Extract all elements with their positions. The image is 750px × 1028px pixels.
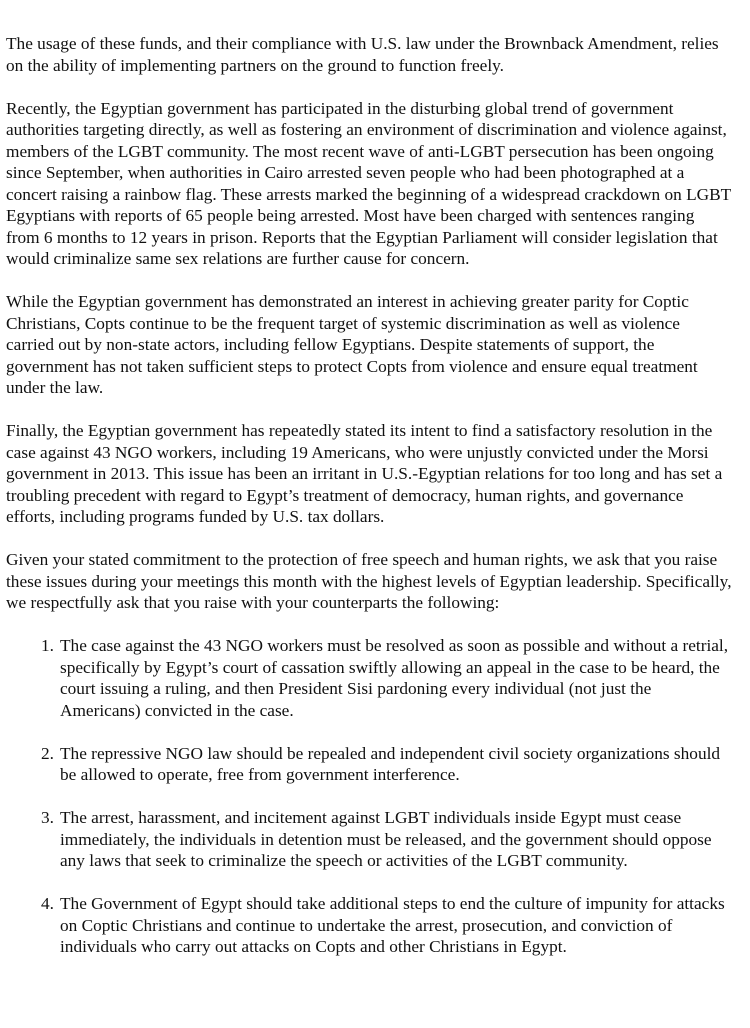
- list-item: [6, 635, 732, 721]
- paragraph-coptic-christians: While the Egyptian government has demonstrated an interest in achieving greater parity for Coptic Christians, Copts continue to be the frequent target of systemic discrimination as well as violence carried out by non-state actors, including fellow Egyptians. Despite statements of support, the government has not taken sufficient steps to protect Copts from violence and ensure equal treatment under the law.: [6, 292, 698, 397]
- list-item-text: The Government of Egypt should take additional steps to end the culture of impunity for attacks on Coptic Christians and continue to undertake the arrest, prosecution, and conviction of individuals who carry out attacks on Copts and other Christians in Egypt.: [60, 894, 725, 956]
- paragraph-ngo-case: Finally, the Egyptian government has repeatedly stated its intent to find a satisfactory resolution in the case against 43 NGO workers, including 19 Americans, who were unjustly convicted under the Morsi government in 2013. This issue has been an irritant in U.S.-Egyptian relations for too long and has set a troubling precedent with regard to Egypt’s treatment of democracy, human rights, and governance efforts, including programs funded by U.S. tax dollars.: [6, 421, 723, 526]
- paragraph-request-intro: Given your stated commitment to the protection of free speech and human rights, we ask that you raise these issues during your meetings this month with the highest levels of Egyptian leadership. Specifically, we respectfully ask that you raise with your counterparts the following:: [6, 550, 732, 612]
- paragraph-lgbt-persecution: Recently, the Egyptian government has participated in the disturbing global trend of government authorities targeting directly, as well as fostering an environment of discrimination and violence against, members of the LGBT community. The most recent wave of anti-LGBT persecution has been ongoing since September, when authorities in Cairo arrested seven people who had been photographed at a concert raising a rainbow flag. These arrests marked the beginning of a widespread crackdown on LGBT Egyptians with reports of 65 people being arrested. Most have been charged with sentences ranging from 6 months to 12 years in prison. Reports that the Egyptian Parliament will consider legislation that would criminalize same sex relations are further cause for concern.: [6, 98, 731, 268]
- letter-page: [6, 33, 732, 979]
- list-item: [6, 743, 732, 786]
- list-item-number: 1.: [41, 636, 54, 655]
- list-item: [6, 893, 732, 958]
- list-item-number: 4.: [41, 894, 54, 913]
- list-item-text: The repressive NGO law should be repealed and independent civil society organizations should be allowed to operate, free from government interference.: [60, 743, 721, 784]
- list-item-text: The arrest, harassment, and incitement against LGBT individuals inside Egypt must cease immediately, the individuals in detention must be released, and the government should oppose any laws that seek to criminalize the speech or activities of the LGBT community.: [60, 808, 712, 870]
- list-item-text: The case against the 43 NGO workers must be resolved as soon as possible and without a retrial, specifically by Egypt’s court of cassation swiftly allowing an appeal in the case to be heard, the court issuing a ruling, and then President Sisi pardoning every individual (not just the Americans) convicted in the case.: [60, 636, 729, 720]
- list-item-number: 3.: [41, 808, 54, 827]
- paragraph-funds-usage: The usage of these funds, and their compliance with U.S. law under the Brownback Amendment, relies on the ability of implementing partners on the ground to function freely.: [6, 34, 719, 75]
- list-item: [6, 807, 732, 872]
- requests-list: [6, 635, 732, 958]
- list-item-number: 2.: [41, 743, 54, 763]
